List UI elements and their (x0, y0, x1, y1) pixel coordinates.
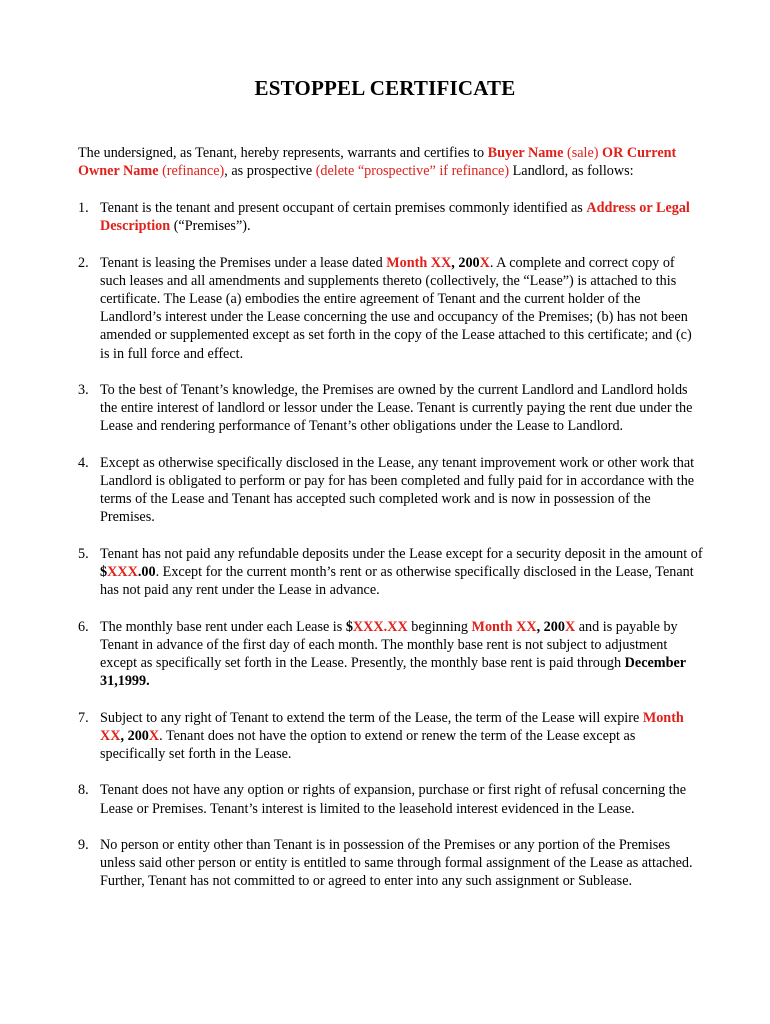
clause-8: 8. Tenant does not have any option or rights of expansion, purchase or first right of refusal concerning the Lease or Premises. Tenant’s interest is limited to the leasehold interest evidenced in the Lease. (78, 782, 687, 817)
current-owner-placeholder: OR Current Owner Name (78, 145, 677, 180)
sale-note: (sale) (566, 145, 599, 161)
rent-start-year-placeholder: X (564, 618, 576, 635)
clause-1: 1. Tenant is the tenant and present occupant of certain premises commonly identified as Address or Legal Description (“Premises”). (78, 200, 690, 235)
clause-number: 5. (78, 545, 89, 562)
clause-7: 7. Subject to any right of Tenant to extend the term of the Lease, the term of the Lease will expire Month XX, 200X. Tenant does not have the option to extend or renew the term of the Lease except as specifically set forth in the Lease. (78, 709, 684, 762)
expiry-year-placeholder: X (148, 727, 160, 744)
clause-number: 3. (78, 382, 89, 398)
clause-number: 7. (78, 709, 89, 726)
clause-number: 1. (78, 200, 89, 216)
expiry-month-placeholder: Month XX (100, 709, 684, 744)
clause-number: 8. (78, 782, 89, 799)
clause-number: 4. (78, 454, 89, 471)
clause-number: 2. (78, 254, 89, 271)
clause-list (78, 199, 704, 909)
clause-number: 6. (78, 618, 89, 635)
clause-3: 3. To the best of Tenant’s knowledge, the Premises are owned by the current Landlord and Landlord holds the entire interest of landlord or lessor under the Lease. Tenant is currently paying the rent due under the Lease and rendering performance of Tenant’s other obligations under the Lease to Landlord. (78, 382, 693, 435)
clause-9: 9. No person or entity other than Tenant is in possession of the Premises or any portion of the Premises unless said other person or entity is entitled to same through formal assignment of the Lease as attached. Further, Tenant has not committed to or agreed to enter into any such assignment or Sublease. (78, 836, 693, 890)
refinance-note: (refinance) (162, 163, 225, 180)
delete-prospective-note: (delete “prospective” if refinance) (315, 163, 510, 180)
clause-4: 4. Except as otherwise specifically disclosed in the Lease, any tenant improvement work or other work that Landlord is obligated to perform or pay for has been completed and fully paid for in accordance with the terms of the Lease and Tenant has accepted such completed work and is now in possession of the Premises. (78, 454, 695, 526)
lease-date-month-placeholder: Month XX (386, 254, 452, 271)
paid-through-date: December 31,1999. (100, 655, 686, 690)
rent-start-month-placeholder: Month XX (471, 618, 537, 635)
clause-5: 5. Tenant has not paid any refundable deposits under the Lease except for a security deposit in the amount of $XXX.00. Except for the current month’s rent or as otherwise specifically disclosed in the Lease, Tenant has not paid any rent under the Lease in advance. (78, 545, 703, 599)
intro-paragraph: The undersigned, as Tenant, hereby represents, warrants and certifies to Buyer Name (sale) OR Current Owner Name (refinance), as prospective (delete “prospective” if refinance) Landlord, as follows: (78, 145, 677, 180)
clause-6: 6. The monthly base rent under each Lease is $XXX.XX beginning Month XX, 200X and is payable by Tenant in advance of the first day of each month. The monthly base rent is not subject to adjustment except as specifically set forth in the Lease. Presently, the monthly base rent is paid through December 31,1999. (78, 618, 686, 690)
lease-date-year-placeholder: X (479, 254, 490, 271)
address-placeholder: Address or Legal Description (100, 200, 690, 235)
buyer-name-placeholder: Buyer Name (487, 145, 564, 161)
clause-2: 2. Tenant is leasing the Premises under a lease dated Month XX, 200X. A complete and correct copy of such leases and all amendments and supplements thereto (collectively, the “Lease”) is attached to this certificate. The Lease (a) embodies the entire agreement of Tenant and the current holder of the Landlord’s interest under the Lease concerning the use and occupancy of the Premises; (b) has not been amended or supplemented except as set forth in the copy of the Lease attached to this certificate; and (c) is in full force and effect. (78, 254, 692, 362)
deposit-amount-placeholder: XXX (107, 564, 138, 580)
intro-text: The undersigned, as Tenant, hereby represents, warrants and certifies to (78, 145, 488, 161)
base-rent-placeholder: XXX.XX (352, 618, 408, 635)
document-title: ESTOPPEL CERTIFICATE (254, 76, 516, 100)
clause-number: 9. (78, 836, 89, 853)
